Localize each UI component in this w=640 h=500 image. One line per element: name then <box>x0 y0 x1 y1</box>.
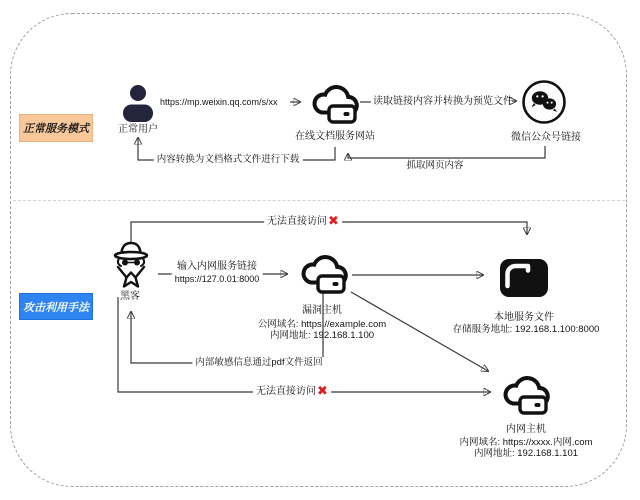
arrow-grab-to-site <box>348 146 545 158</box>
user-icon <box>120 84 156 122</box>
doc-site-label: 在线文档服务网站 <box>295 131 375 142</box>
no-access-top-text: 无法直接访问 <box>267 216 328 227</box>
intranet-host-cloud-icon <box>501 373 553 417</box>
pdf-return-label: 内部敏感信息通过pdf文件返回 <box>192 357 325 369</box>
weixin-url-text: https://mp.weixin.qq.com/s/xx <box>160 97 278 107</box>
local-files-folder-icon <box>497 253 551 301</box>
wechat-icon <box>521 79 567 125</box>
download-label: 内容转换为文档格式文件进行下载 <box>154 154 303 166</box>
no-access-bottom-text: 无法直接访问 <box>256 386 317 397</box>
doc-site-cloud-icon <box>310 82 362 126</box>
input-link-line1: 输入内网服务链接 <box>176 261 257 272</box>
vuln-host-name: 漏洞主机 <box>302 305 342 316</box>
red-x-icon-top: ✖ <box>328 213 339 228</box>
attack-mode-tag: 攻击利用手法 <box>19 293 93 320</box>
vuln-host-cloud-icon <box>299 252 351 296</box>
intranet-host-domain: 内网域名: https://xxxx.内网.com <box>459 437 593 448</box>
red-x-icon-bottom: ✖ <box>317 383 328 398</box>
no-access-bottom-label <box>253 383 331 398</box>
vuln-host-ip: 内网地址: 192.168.1.100 <box>269 330 375 341</box>
intranet-host-ip: 内网地址: 192.168.1.101 <box>473 448 579 459</box>
intranet-host-name: 内网主机 <box>506 424 546 435</box>
hacker-label: 黑客 <box>120 291 140 302</box>
local-files-addr: 存储服务地址: 192.168.1.100:8000 <box>452 324 600 335</box>
read-convert-label: 读取链接内容并转换为预览文件 <box>373 96 513 107</box>
local-files-name: 本地服务文件 <box>494 312 554 323</box>
no-access-top-label <box>264 213 342 228</box>
wechat-label: 微信公众号链接 <box>511 132 581 143</box>
vuln-host-domain: 公网域名: https://example.com <box>257 319 387 330</box>
input-link-line2: https://127.0.01:8000 <box>174 274 260 284</box>
user-label: 正常用户 <box>118 124 158 135</box>
normal-mode-tag: 正常服务模式 <box>19 114 93 142</box>
hacker-icon <box>104 240 158 297</box>
grab-content-label: 抓取网页内容 <box>406 160 464 171</box>
input-link-label <box>172 261 263 285</box>
